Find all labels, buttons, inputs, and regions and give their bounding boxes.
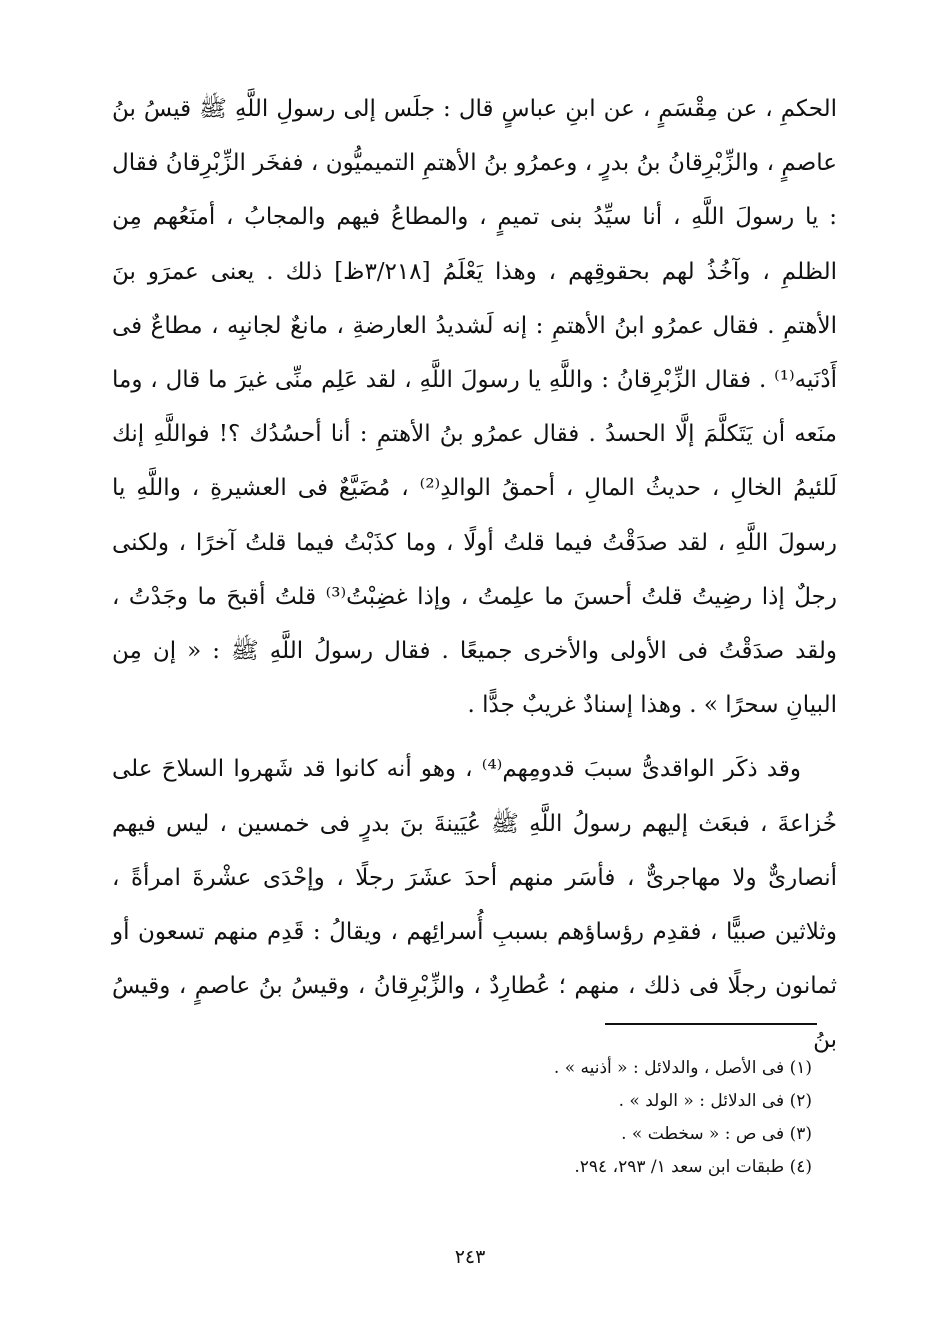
paragraph-1: الحكمِ ، عن مِقْسَمٍ ، عن ابنِ عباسٍ قال : جلَس إلى رسولِ اللَّهِ ﷺ قيسُ بنُ عاصمٍ ، والزِّبْرِقانُ بنُ بدرٍ ، وعمرُو بنُ الأهتمِ التميميُّون ، ففخَر الزِّبْرِقانُ فقال : يا رسولَ اللَّهِ ، أنا سيِّدُ بنى تميمٍ ، والمطاعُ فيهم والمجابُ ، أمنَعُهم مِن الظلمِ ، وآخُذُ لهم بحقوقِهم ، وهذا يَعْلَمُ [٣/٢١٨ظ] ذلك . يعنى عمرَو بنَ الأهتمِ . فقال عمرُو ابنُ الأهتمِ : إنه لَشديدُ العارضةِ ، مانعٌ لجانبِه ، مطاعٌ فى أَدْنَيه⁽¹⁾ . فقال الزِّبْرِقانُ : واللَّهِ يا رسولَ اللَّهِ ، لقد عَلِم منِّى غيرَ ما قال ، وما منَعه أن يَتَكلَّمَ إلَّا الحسدُ . فقال عمرُو بنُ الأهتمِ : أنا أحسُدُك ؟! فواللَّهِ إنك لَلئيمُ الخالِ ، حديثُ المالِ ، أحمقُ الوالدِ⁽²⁾ ، مُضَيَّعٌ فى العشيرةِ ، واللَّهِ يا رسولَ اللَّهِ ، لقد صدَقْتُ فيما قلتُ أولًا ، وما كذَبْتُ فيما قلتُ آخرًا ، ولكنى رجلٌ إذا رضِيتُ قلتُ أحسنَ ما علِمتُ ، وإذا غضِبْتُ⁽³⁾ قلتُ أقبحَ ما وجَدْتُ ، ولقد صدَقْتُ فى الأولى والأخرى جميعًا . فقال رسولُ اللَّهِ ﷺ : « إن مِن البيانِ سحرًا » . وهذا إسنادٌ غريبٌ جدًّا . <box>112 96 837 719</box>
footnote-3: (٣) فى ص : « سخطت » . <box>621 1124 812 1144</box>
footnote-2: (٢) فى الدلائل : « الولد » . <box>618 1091 812 1111</box>
page-number: ٢٤٣ <box>454 1246 486 1268</box>
paragraph-2: وقد ذكَر الواقدىُّ سببَ قدومِهم⁽⁴⁾ ، وهو أنه كانوا قد شَهروا السلاحَ على خُزاعةَ ، فبعَث إليهم رسولُ اللَّهِ ﷺ عُيَينةَ بنَ بدرٍ فى خمسين ، ليس فيهم أنصارىٌّ ولا مهاجرىٌّ ، فأسَر منهم أحدَ عشَرَ رجلًا ، وإحْدَى عشْرةَ امرأةً ، وثلاثين صبيًّا ، فقدِم رؤساؤهم بسببِ أُسرائِهم ، ويقالُ : قَدِم منهم تسعون أو ثمانون رجلًا فى ذلك ، منهم ؛ عُطارِدٌ ، والزِّبْرِقانُ ، وقيسُ بنُ عاصمٍ ، وقيسُ بنُ <box>112 756 837 1054</box>
footnote-separator <box>605 1023 817 1025</box>
main-text <box>112 82 837 1068</box>
footnote-4: (٤) طبقات ابن سعد ١/ ٢٩٣، ٢٩٤. <box>574 1157 812 1177</box>
footnotes <box>380 1052 812 1184</box>
footnote-1: (١) فى الأصل ، والدلائل : « أذنيه » . <box>553 1058 812 1078</box>
